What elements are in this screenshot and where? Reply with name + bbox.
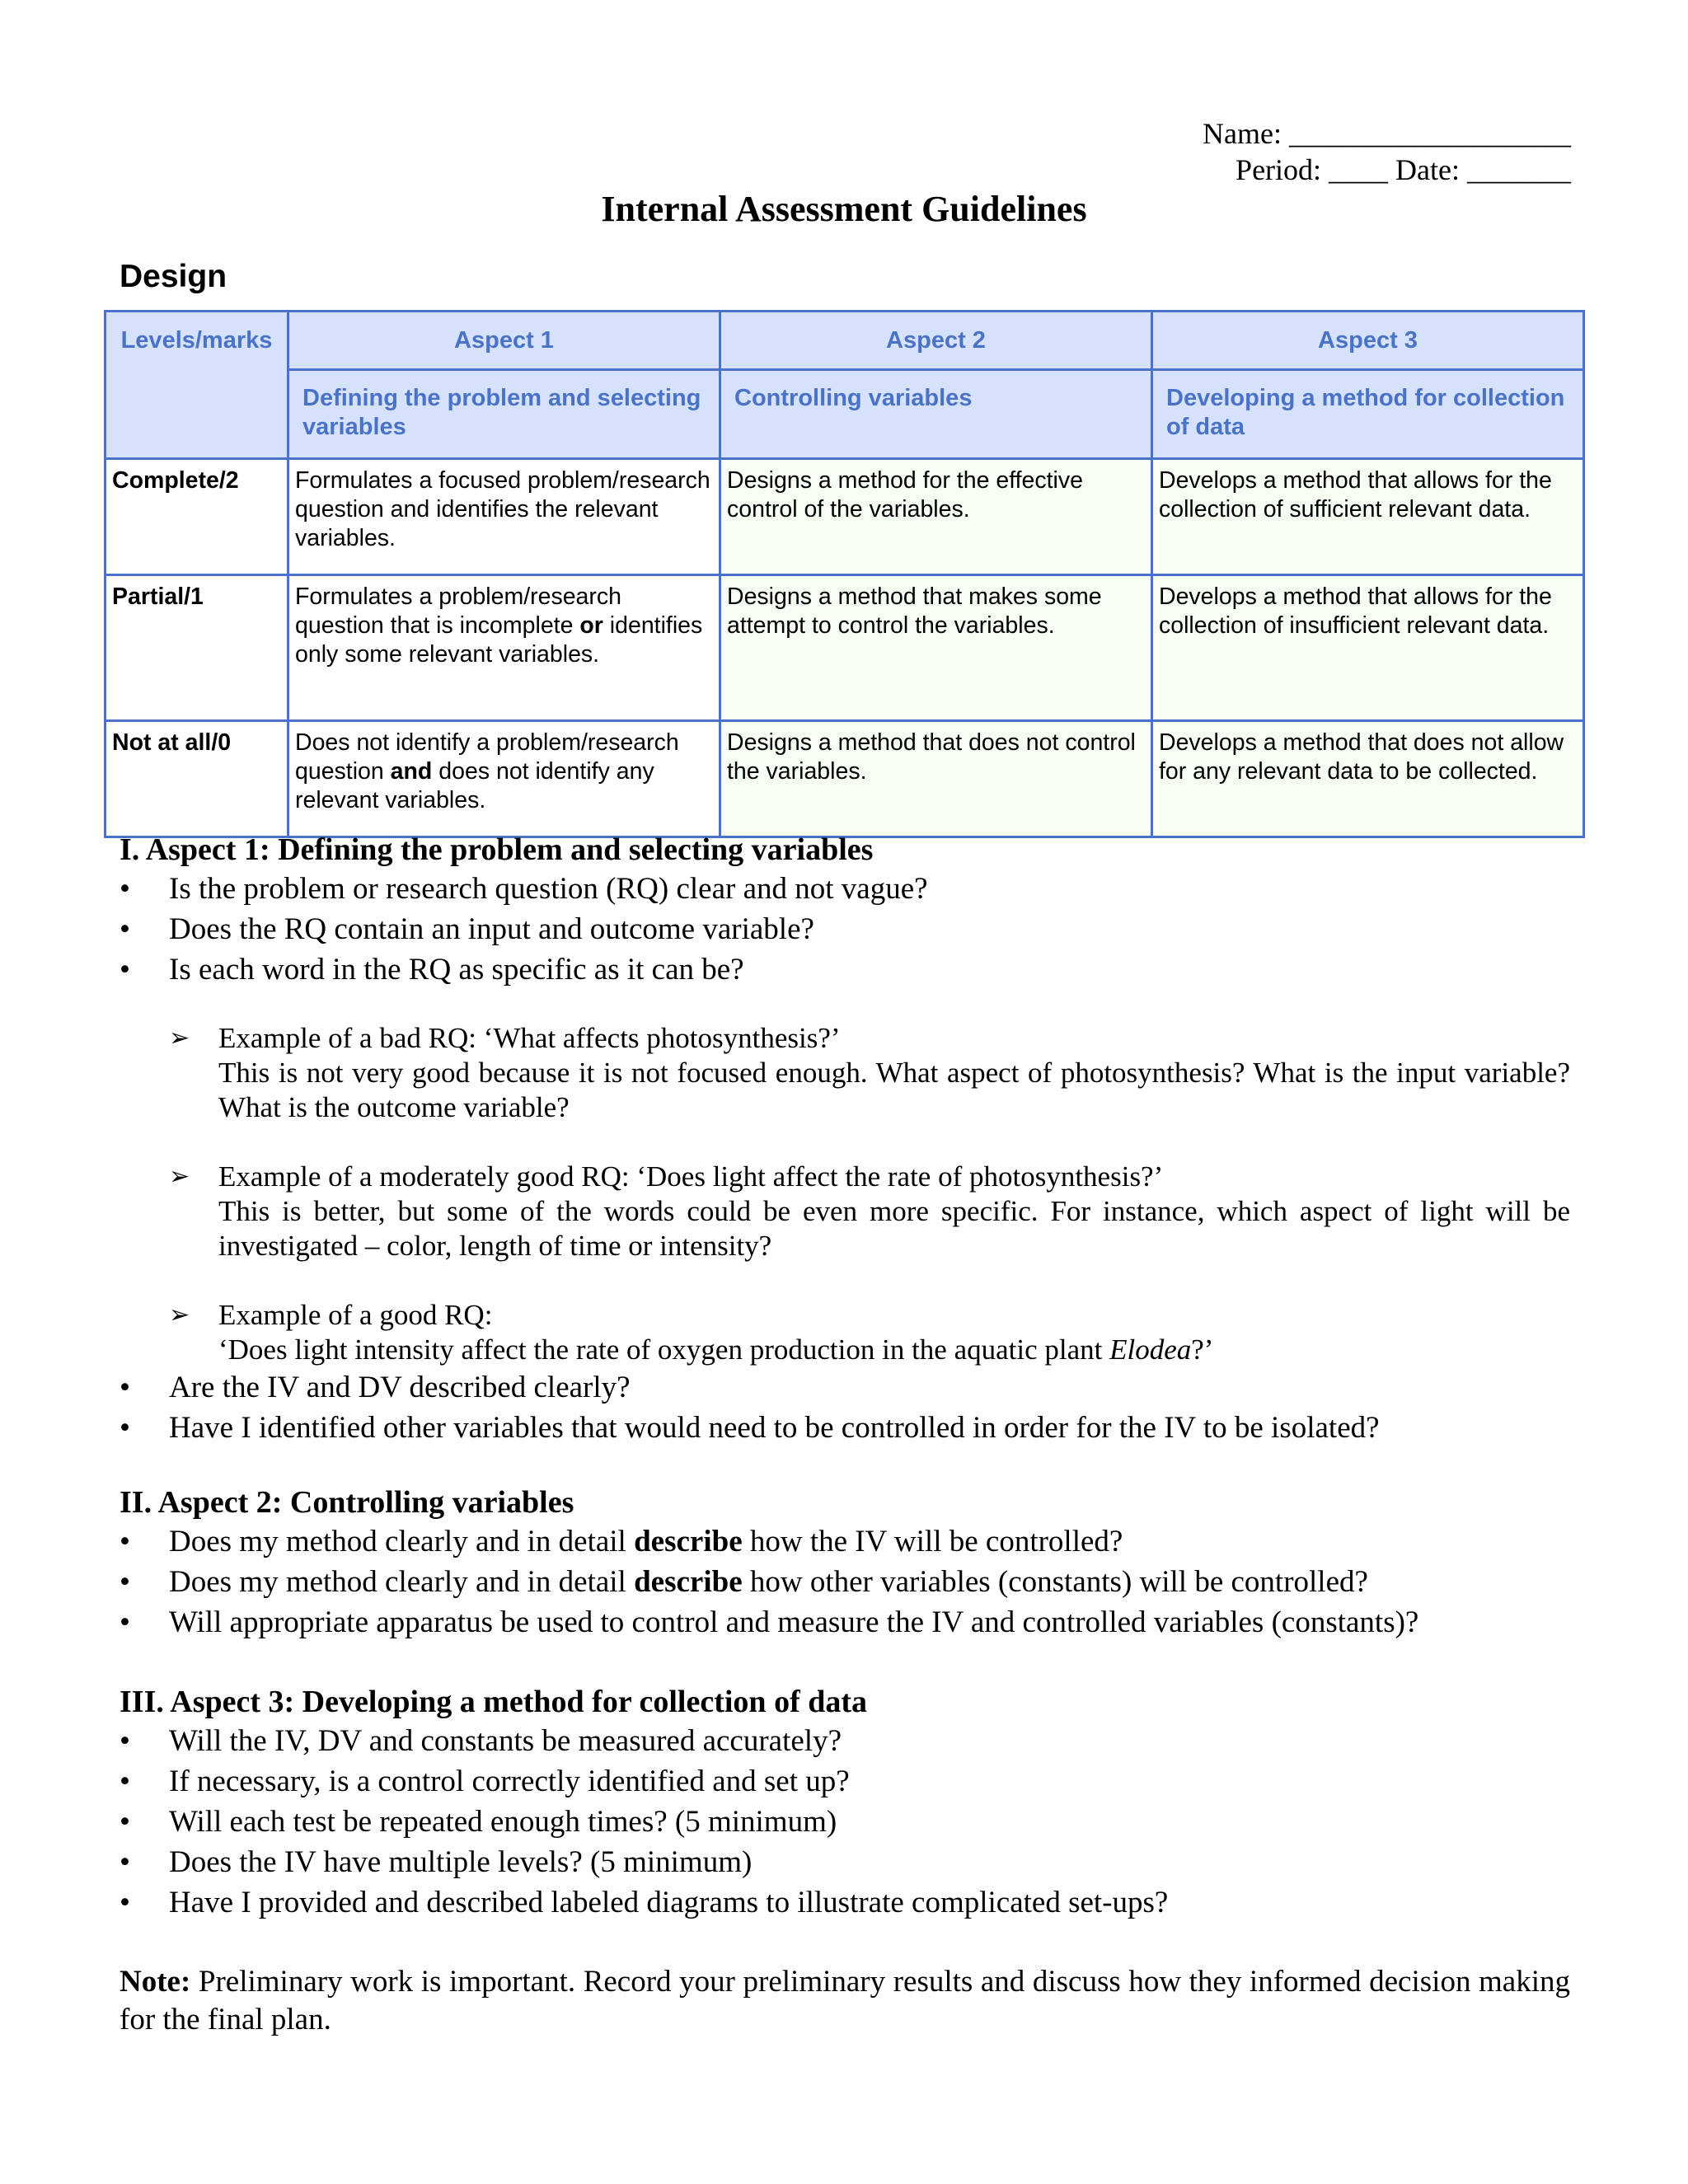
level-not-at-all: Not at all/0 (106, 721, 288, 837)
list-item: • Does the RQ contain an input and outcome variable? (120, 909, 1570, 949)
table-cell: Formulates a problem/research question that is incomplete or identifies only some relevant variables. (288, 575, 720, 721)
list-item: • Is the problem or research question (RQ) clear and not vague? (120, 869, 1570, 909)
table-row (106, 459, 1584, 575)
example-good-rq: ➢ Example of a good RQ: ‘Does light intensity affect the rate of oxygen production in the aquatic plant Elodea?’ (169, 1299, 1214, 1366)
list-item: • Are the IV and DV described clearly? (120, 1367, 1570, 1408)
list-item: • Will appropriate apparatus be used to control and measure the IV and controlled variables (constants)? (120, 1602, 1570, 1643)
aspect-2-section (120, 1483, 1570, 1643)
table-cell: Formulates a focused problem/research question and identifies the relevant variables. (288, 459, 720, 575)
level-complete: Complete/2 (106, 459, 288, 575)
arrow-bullet-icon: ➢ (169, 1301, 190, 1329)
table-row (106, 721, 1584, 837)
list-item: • Have I provided and described labeled diagrams to illustrate complicated set-ups? (120, 1882, 1570, 1923)
list-item: • Have I identified other variables that would need to be controlled in order for the IV to be isolated? (120, 1408, 1570, 1448)
page-title: Internal Assessment Guidelines (601, 189, 1087, 229)
table-cell: Develops a method that allows for the collection of sufficient relevant data. (1152, 459, 1584, 575)
rubric-corner-header: Levels/marks (106, 312, 288, 459)
table-cell: Designs a method for the effective control of the variables. (720, 459, 1152, 575)
aspect-3-subheader: Developing a method for collection of data (1152, 370, 1584, 459)
aspect-1-heading: I. Aspect 1: Defining the problem and selecting variables (120, 832, 874, 867)
list-item: • If necessary, is a control correctly identified and set up? (120, 1761, 1570, 1802)
table-cell: Develops a method that does not allow for any relevant data to be collected. (1152, 721, 1584, 837)
aspect-2-subheader: Controlling variables (720, 370, 1152, 459)
example-bad-rq: ➢ Example of a bad RQ: ‘What affects photosynthesis?’ This is not very good because it is not focused enough. What aspect of photosynthesis? What is the input variable? What is the outcome variable? (169, 1022, 1570, 1123)
table-cell: Designs a method that makes some attempt to control the variables. (720, 575, 1152, 721)
name-period-date-block (1203, 115, 1571, 188)
list-item: • Does my method clearly and in detail describe how other variables (constants) will be controlled? (120, 1562, 1570, 1602)
arrow-bullet-icon: ➢ (169, 1024, 190, 1052)
list-item: • Will each test be repeated enough times? (5 minimum) (120, 1802, 1570, 1842)
list-item: • Is each word in the RQ as specific as it can be? (120, 949, 1570, 990)
level-partial: Partial/1 (106, 575, 288, 721)
section-title: Design (120, 259, 227, 294)
table-cell: Designs a method that does not control the variables. (720, 721, 1152, 837)
period-date-field-label: Period: ____ Date: _______ (1236, 153, 1571, 186)
aspect-2-header: Aspect 2 (720, 312, 1152, 370)
note-paragraph: Note: Preliminary work is important. Record your preliminary results and discuss how they informed decision making for the final plan. (120, 1965, 1570, 2036)
aspect-1-header: Aspect 1 (288, 312, 720, 370)
aspect-3-header: Aspect 3 (1152, 312, 1584, 370)
example-moderate-rq: ➢ Example of a moderately good RQ: ‘Does light affect the rate of photosynthesis?’ This is better, but some of the words could be even more specific. For instance, which aspect of light will be investigated – color, length of time or intensity? (169, 1160, 1570, 1262)
aspect-1-subheader: Defining the problem and selecting variables (288, 370, 720, 459)
list-item: • Will the IV, DV and constants be measured accurately? (120, 1721, 1570, 1761)
table-row (106, 575, 1584, 721)
arrow-bullet-icon: ➢ (169, 1163, 190, 1190)
aspect-1-bullets-2 (120, 1367, 1570, 1448)
name-field-label: Name: ___________________ (1203, 117, 1571, 150)
aspect-2-heading: II. Aspect 2: Controlling variables (120, 1485, 574, 1520)
aspect-1-bullets (120, 869, 1570, 990)
aspect-1-section (120, 831, 1570, 1448)
rubric-table (104, 310, 1585, 838)
table-cell: Develops a method that allows for the collection of insufficient relevant data. (1152, 575, 1584, 721)
aspect-3-heading: III. Aspect 3: Developing a method for collection of data (120, 1685, 868, 1719)
aspect-3-section (120, 1683, 1570, 1923)
list-item: • Does the IV have multiple levels? (5 minimum) (120, 1842, 1570, 1882)
table-cell: Does not identify a problem/research question and does not identify any relevant variables. (288, 721, 720, 837)
list-item: • Does my method clearly and in detail describe how the IV will be controlled? (120, 1521, 1570, 1562)
